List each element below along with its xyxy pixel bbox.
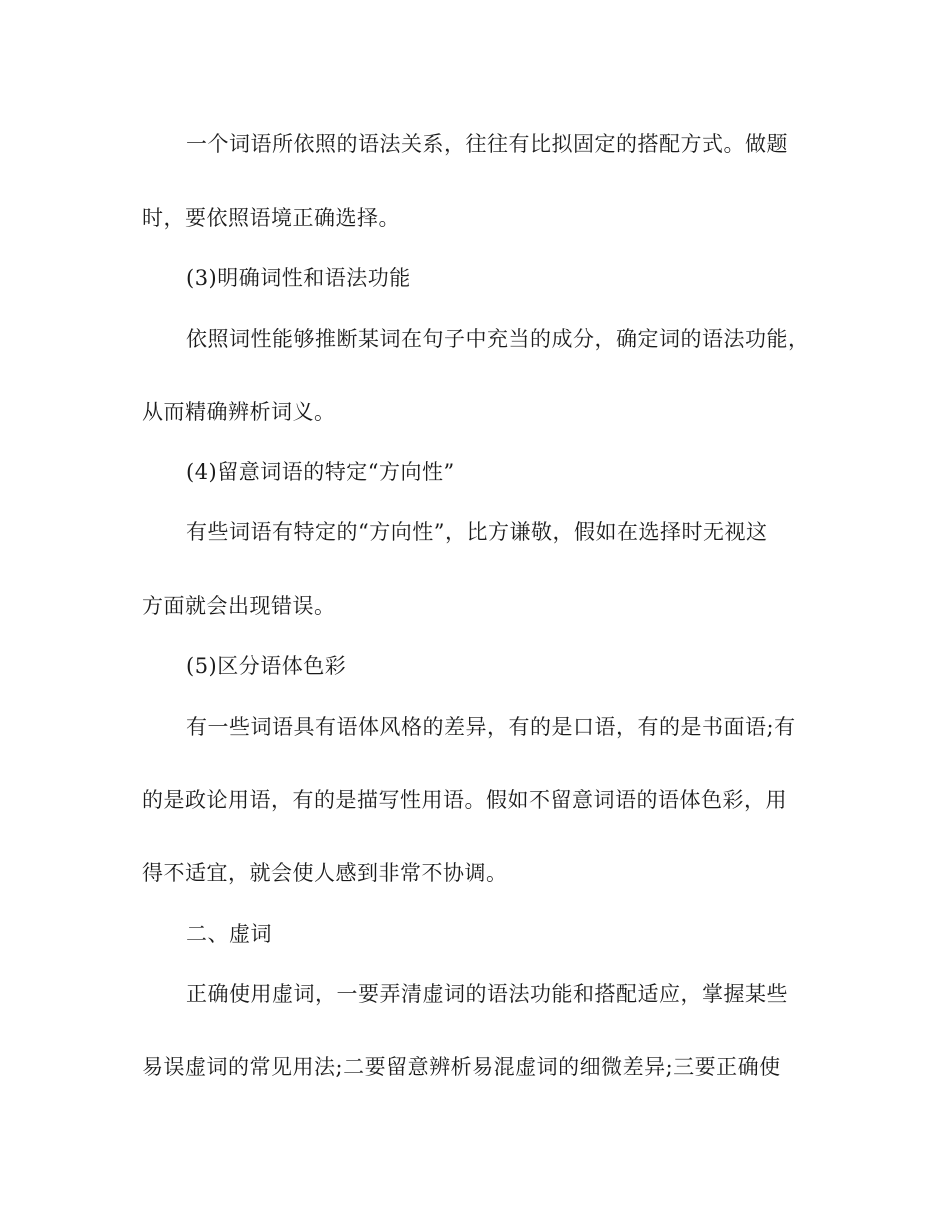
paragraph-line: 依照词性能够推断某词在句子中充当的成分，确定词的语法功能， bbox=[186, 327, 810, 351]
paragraph-line: 方面就会出现错误。 bbox=[142, 594, 336, 618]
paragraph-line: 时，要依照语境正确选择。 bbox=[142, 206, 400, 230]
paragraph-line: 易误虚词的常见用法;二要留意辨析易混虚词的细微差异;三要正确使 bbox=[142, 1055, 781, 1079]
paragraph-line: 从而精确辨析词义。 bbox=[142, 400, 336, 424]
paragraph-line: 有一些词语具有语体风格的差异，有的是口语，有的是书面语;有 bbox=[186, 715, 796, 739]
paragraph-line: 得不适宜，就会使人感到非常不协调。 bbox=[142, 861, 508, 885]
section-heading: 二、虚词 bbox=[186, 922, 272, 946]
paragraph-line: 一个词语所依照的语法关系，往往有比拟固定的搭配方式。做题 bbox=[186, 132, 788, 156]
section-heading: (4)留意词语的特定“方向性” bbox=[186, 460, 455, 484]
section-heading: (5)区分语体色彩 bbox=[186, 654, 347, 678]
section-heading: (3)明确词性和语法功能 bbox=[186, 266, 411, 290]
paragraph-line: 的是政论用语，有的是描写性用语。假如不留意词语的语体色彩，用 bbox=[142, 788, 787, 812]
paragraph-line: 正确使用虚词，一要弄清虚词的语法功能和搭配适应，掌握某些 bbox=[186, 982, 788, 1006]
paragraph-line: 有些词语有特定的“方向性”，比方谦敬，假如在选择时无视这 bbox=[186, 520, 768, 544]
